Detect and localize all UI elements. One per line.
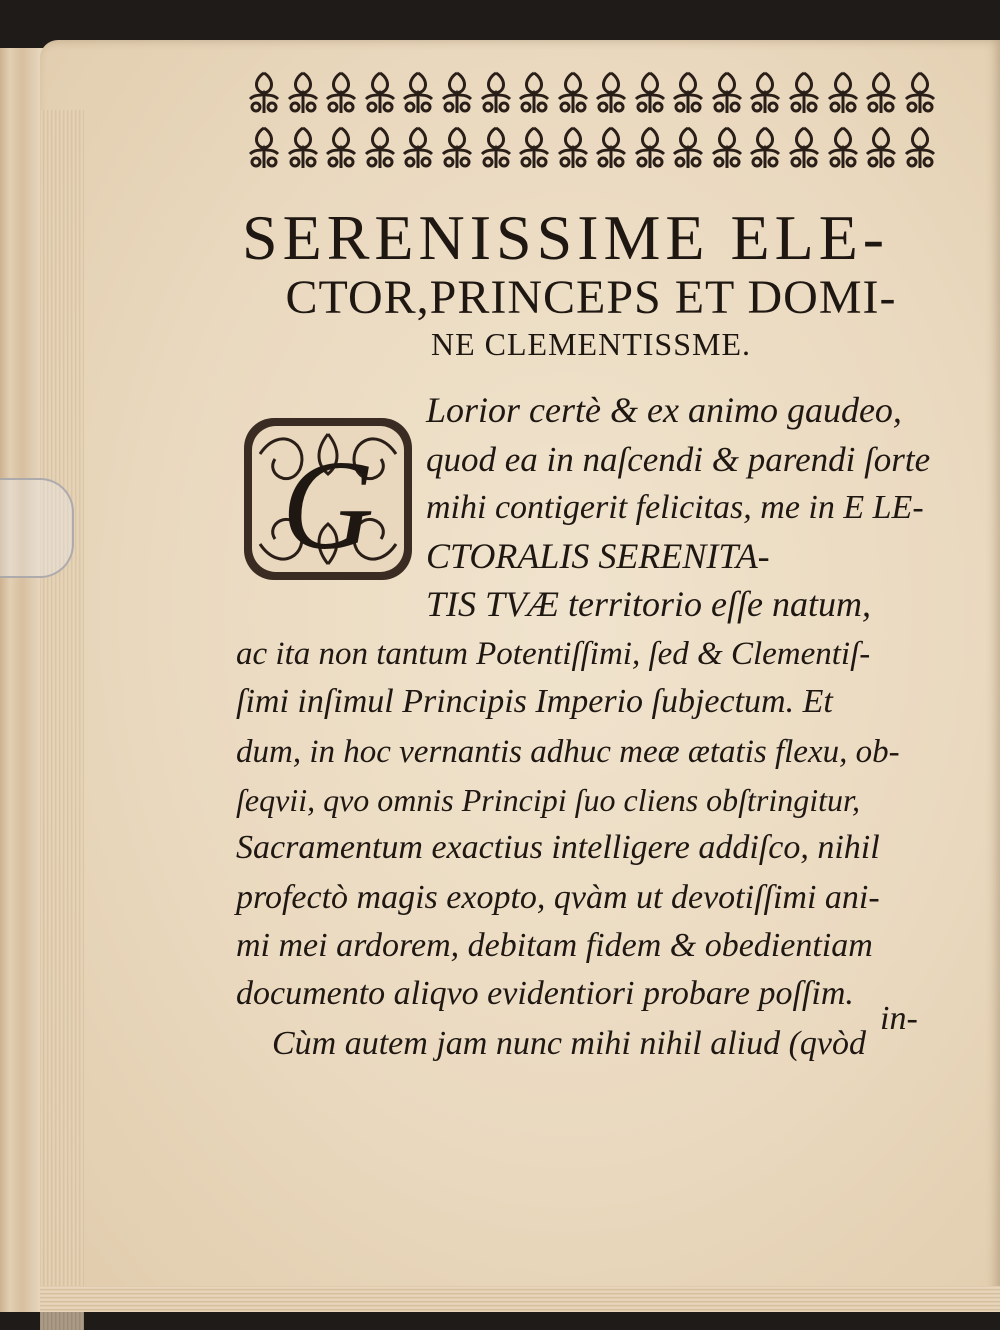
fleuron-icon [670, 66, 707, 119]
body-line: quod ea in naſcendi & parendi ſorte [426, 440, 931, 479]
fleuron-icon [285, 66, 322, 119]
fleuron-icon [632, 121, 669, 174]
fleuron-icon [786, 121, 823, 174]
fleuron-icon [670, 121, 707, 174]
body-line: Lorior certè & ex animo gaudeo, [426, 390, 902, 430]
body-line: Cùm autem jam nunc mihi nihil aliud (qvòd [272, 1025, 867, 1062]
page-clip [0, 478, 74, 578]
page-bottom-edge [40, 1286, 1000, 1312]
fleuron-icon [516, 121, 553, 174]
fleuron-icon [400, 121, 437, 174]
fleuron-icon [901, 66, 938, 119]
fleuron-icon [709, 121, 746, 174]
fleuron-icon [554, 66, 591, 119]
body-line: mi mei ardorem, debitam fidem & obedientiam [236, 927, 873, 964]
initial-letter: G [281, 434, 375, 576]
body-line: CTORALIS SERENITA- [426, 536, 770, 576]
fleuron-icon [362, 66, 399, 119]
body-line: documento aliqvo evidentiori probare poſſim. [236, 975, 854, 1012]
fleuron-icon [824, 121, 861, 174]
body-line: ac ita non tantum Potentiſſimi, ſed & Clementiſ- [236, 636, 871, 672]
body-line: mihi contigerit felicitas, me in E LE- [426, 489, 924, 526]
fleuron-icon [863, 66, 900, 119]
heading-line-1: SERENISSIME ELE- [242, 202, 890, 273]
fleuron-icon [554, 121, 591, 174]
fleuron-icon [246, 66, 283, 119]
fleuron-icon [285, 121, 322, 174]
fleuron-icon [747, 121, 784, 174]
heading-line-3: NE CLEMENTISSME. [431, 326, 751, 362]
fleuron-icon [323, 66, 360, 119]
fleuron-icon [593, 121, 630, 174]
fleuron-icon [439, 66, 476, 119]
fleuron-icon [747, 66, 784, 119]
ornament-band [246, 66, 938, 174]
fleuron-icon [477, 121, 514, 174]
body-line: ſeqvii, qvo omnis Principi ſuo cliens obſtringitur, [236, 782, 860, 818]
heading-line-2: CTOR,PRINCEPS ET DOMI- [285, 271, 897, 324]
body-line: profectò magis exopto, qvàm ut devotiſſimi ani- [236, 879, 880, 916]
fleuron-icon [246, 121, 283, 174]
fleuron-icon [362, 121, 399, 174]
body-line: Sacramentum exactius intelligere addiſco, nihil [236, 829, 880, 866]
body-line: dum, in hoc vernantis adhuc meæ ætatis flexu, ob- [236, 734, 900, 770]
body-line: ſimi inſimul Principis Imperio ſubjectum. Et [236, 683, 833, 720]
fleuron-icon [593, 66, 630, 119]
fleuron-icon [516, 66, 553, 119]
fleuron-icon [477, 66, 514, 119]
page-edge [40, 110, 84, 1330]
fleuron-icon [439, 121, 476, 174]
fleuron-icon [901, 121, 938, 174]
fleuron-icon [323, 121, 360, 174]
fleuron-icon [632, 66, 669, 119]
heading [236, 202, 946, 364]
fleuron-icon [786, 66, 823, 119]
fleuron-icon [709, 66, 746, 119]
catchword: in- [880, 1000, 918, 1037]
fleuron-icon [824, 66, 861, 119]
body-line: TIS TVÆ territorio eſſe natum, [426, 584, 872, 624]
fleuron-icon [863, 121, 900, 174]
fleuron-icon [400, 66, 437, 119]
decorated-initial [240, 414, 416, 584]
